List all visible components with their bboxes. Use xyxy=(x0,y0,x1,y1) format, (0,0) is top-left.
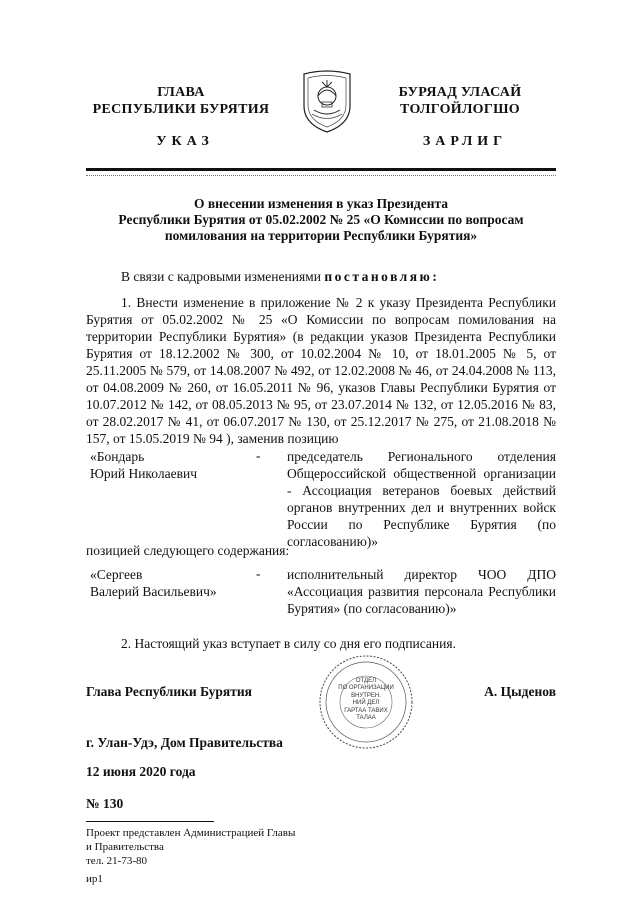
title-line1: О внесении изменения в указ Президента xyxy=(193,196,449,211)
header-divider-thin xyxy=(86,175,556,176)
header-left-line2: РЕСПУБЛИКИ БУРЯТИЯ xyxy=(92,102,270,117)
footer-line2: и Правительства xyxy=(86,841,164,853)
doc-type-right: ЗАРЛИГ xyxy=(422,134,508,149)
signatory-position: Глава Республики Бурятия xyxy=(86,684,252,699)
old-entry-name-line2: Юрий Николаевич xyxy=(90,466,197,481)
footer-note xyxy=(86,826,386,886)
footer-divider xyxy=(86,821,214,822)
intro-text: В связи с кадровыми изменениями xyxy=(121,269,325,284)
new-entry-name-line1: «Сергеев xyxy=(90,567,143,582)
title-line2: Республики Бурятия от 05.02.2002 № 25 «О Комиссии по вопросам xyxy=(118,212,524,227)
header-right-line2: ТОЛГОЙЛОГШО xyxy=(400,102,520,117)
header-right-line1: БУРЯАД УЛАСАЙ xyxy=(398,85,522,100)
new-entry-name-line2: Валерий Васильевич» xyxy=(90,584,217,599)
title-line3: помилования на территории Республики Бурятия» xyxy=(164,228,478,243)
header-left xyxy=(86,84,276,118)
stamp-line: ПО ОРГАНИЗАЦИИ xyxy=(338,685,394,692)
old-entry-name-line1: «Бондарь xyxy=(90,449,145,464)
doc-type-left: УКАЗ xyxy=(156,134,214,149)
intro-paragraph xyxy=(86,268,556,285)
new-entry-description: исполнительный директор ЧОО ДПО «Ассоциация развития персонала Республики Бурятия» (по согласованию)» xyxy=(287,567,556,616)
item-1-paragraph: 1. Внести изменение в приложение № 2 к указу Президента Республики Бурятия от 05.02.2002 № 25 «О Комиссии по вопросам помилования на территории Республики Бурятия» (в редакции указов Президента Республики Бурятия от 18.12.2002 № 300, от 10.02.2004 № 10, от 18.01.2005 № 5, от 25.11.2005 № 579, от 14.08.2007 № 492, от 12.02.2008 № 46, от 24.04.2008 № 113, от 04.08.2009 № 260, от 16.05.2011 № 96, указов Главы Республики Бурятия от 10.07.2012 № 142, от 08.05.2013 № 95, от 23.07.2014 № 132, от 12.05.2016 № 83, от 28.02.2017 № 41, от 06.07.2017 № 130, от 25.12.2017 № 275, от 21.08.2018 № 157, от 15.05.2019 № 94 ), заменив позицию xyxy=(86,295,556,446)
old-entry-description: председатель Регионального отделения Общероссийской общественной организации - Ассоциация ветеранов боевых действий органов внутренних дел и внутренних войск России по Республике Бурятия (по согласованию)» xyxy=(287,449,556,549)
signatory-name: А. Цыденов xyxy=(484,684,556,699)
header-right xyxy=(370,84,550,118)
header-divider-thick xyxy=(86,168,556,171)
footer-line4: ир1 xyxy=(86,873,103,885)
stamp-line: ТАЛАА xyxy=(356,715,376,722)
stamp-line: ГАРТАА ТАВИХ xyxy=(344,707,388,714)
item-2-paragraph: 2. Настоящий указ вступает в силу со дня его подписания. xyxy=(121,636,456,651)
stamp-line: ВНУТРЕН. xyxy=(351,692,381,699)
coat-of-arms-emblem xyxy=(300,66,354,136)
new-entry-name xyxy=(90,566,250,600)
new-entry-dash: - xyxy=(256,566,261,581)
replacement-label: позицией следующего содержания: xyxy=(86,543,290,558)
footer-line3: тел. 21-73-80 xyxy=(86,855,148,867)
stamp-text xyxy=(332,678,400,722)
footer-line1: Проект представлен Администрацией Главы xyxy=(86,827,296,839)
old-entry-dash: - xyxy=(256,448,261,463)
stamp-line: НИЙ ДЕЛ xyxy=(352,700,380,707)
stamp-line: ОТДЕЛ xyxy=(355,678,377,684)
official-stamp xyxy=(318,654,414,750)
decree-title xyxy=(86,196,556,244)
old-entry-name xyxy=(90,448,250,482)
decree-word: постановляю: xyxy=(324,269,440,284)
signing-place: г. Улан-Удэ, Дом Правительства xyxy=(86,735,283,750)
signing-date: 12 июня 2020 года xyxy=(86,764,196,779)
header-left-line1: ГЛАВА xyxy=(157,85,205,100)
decree-number: № 130 xyxy=(86,796,124,811)
